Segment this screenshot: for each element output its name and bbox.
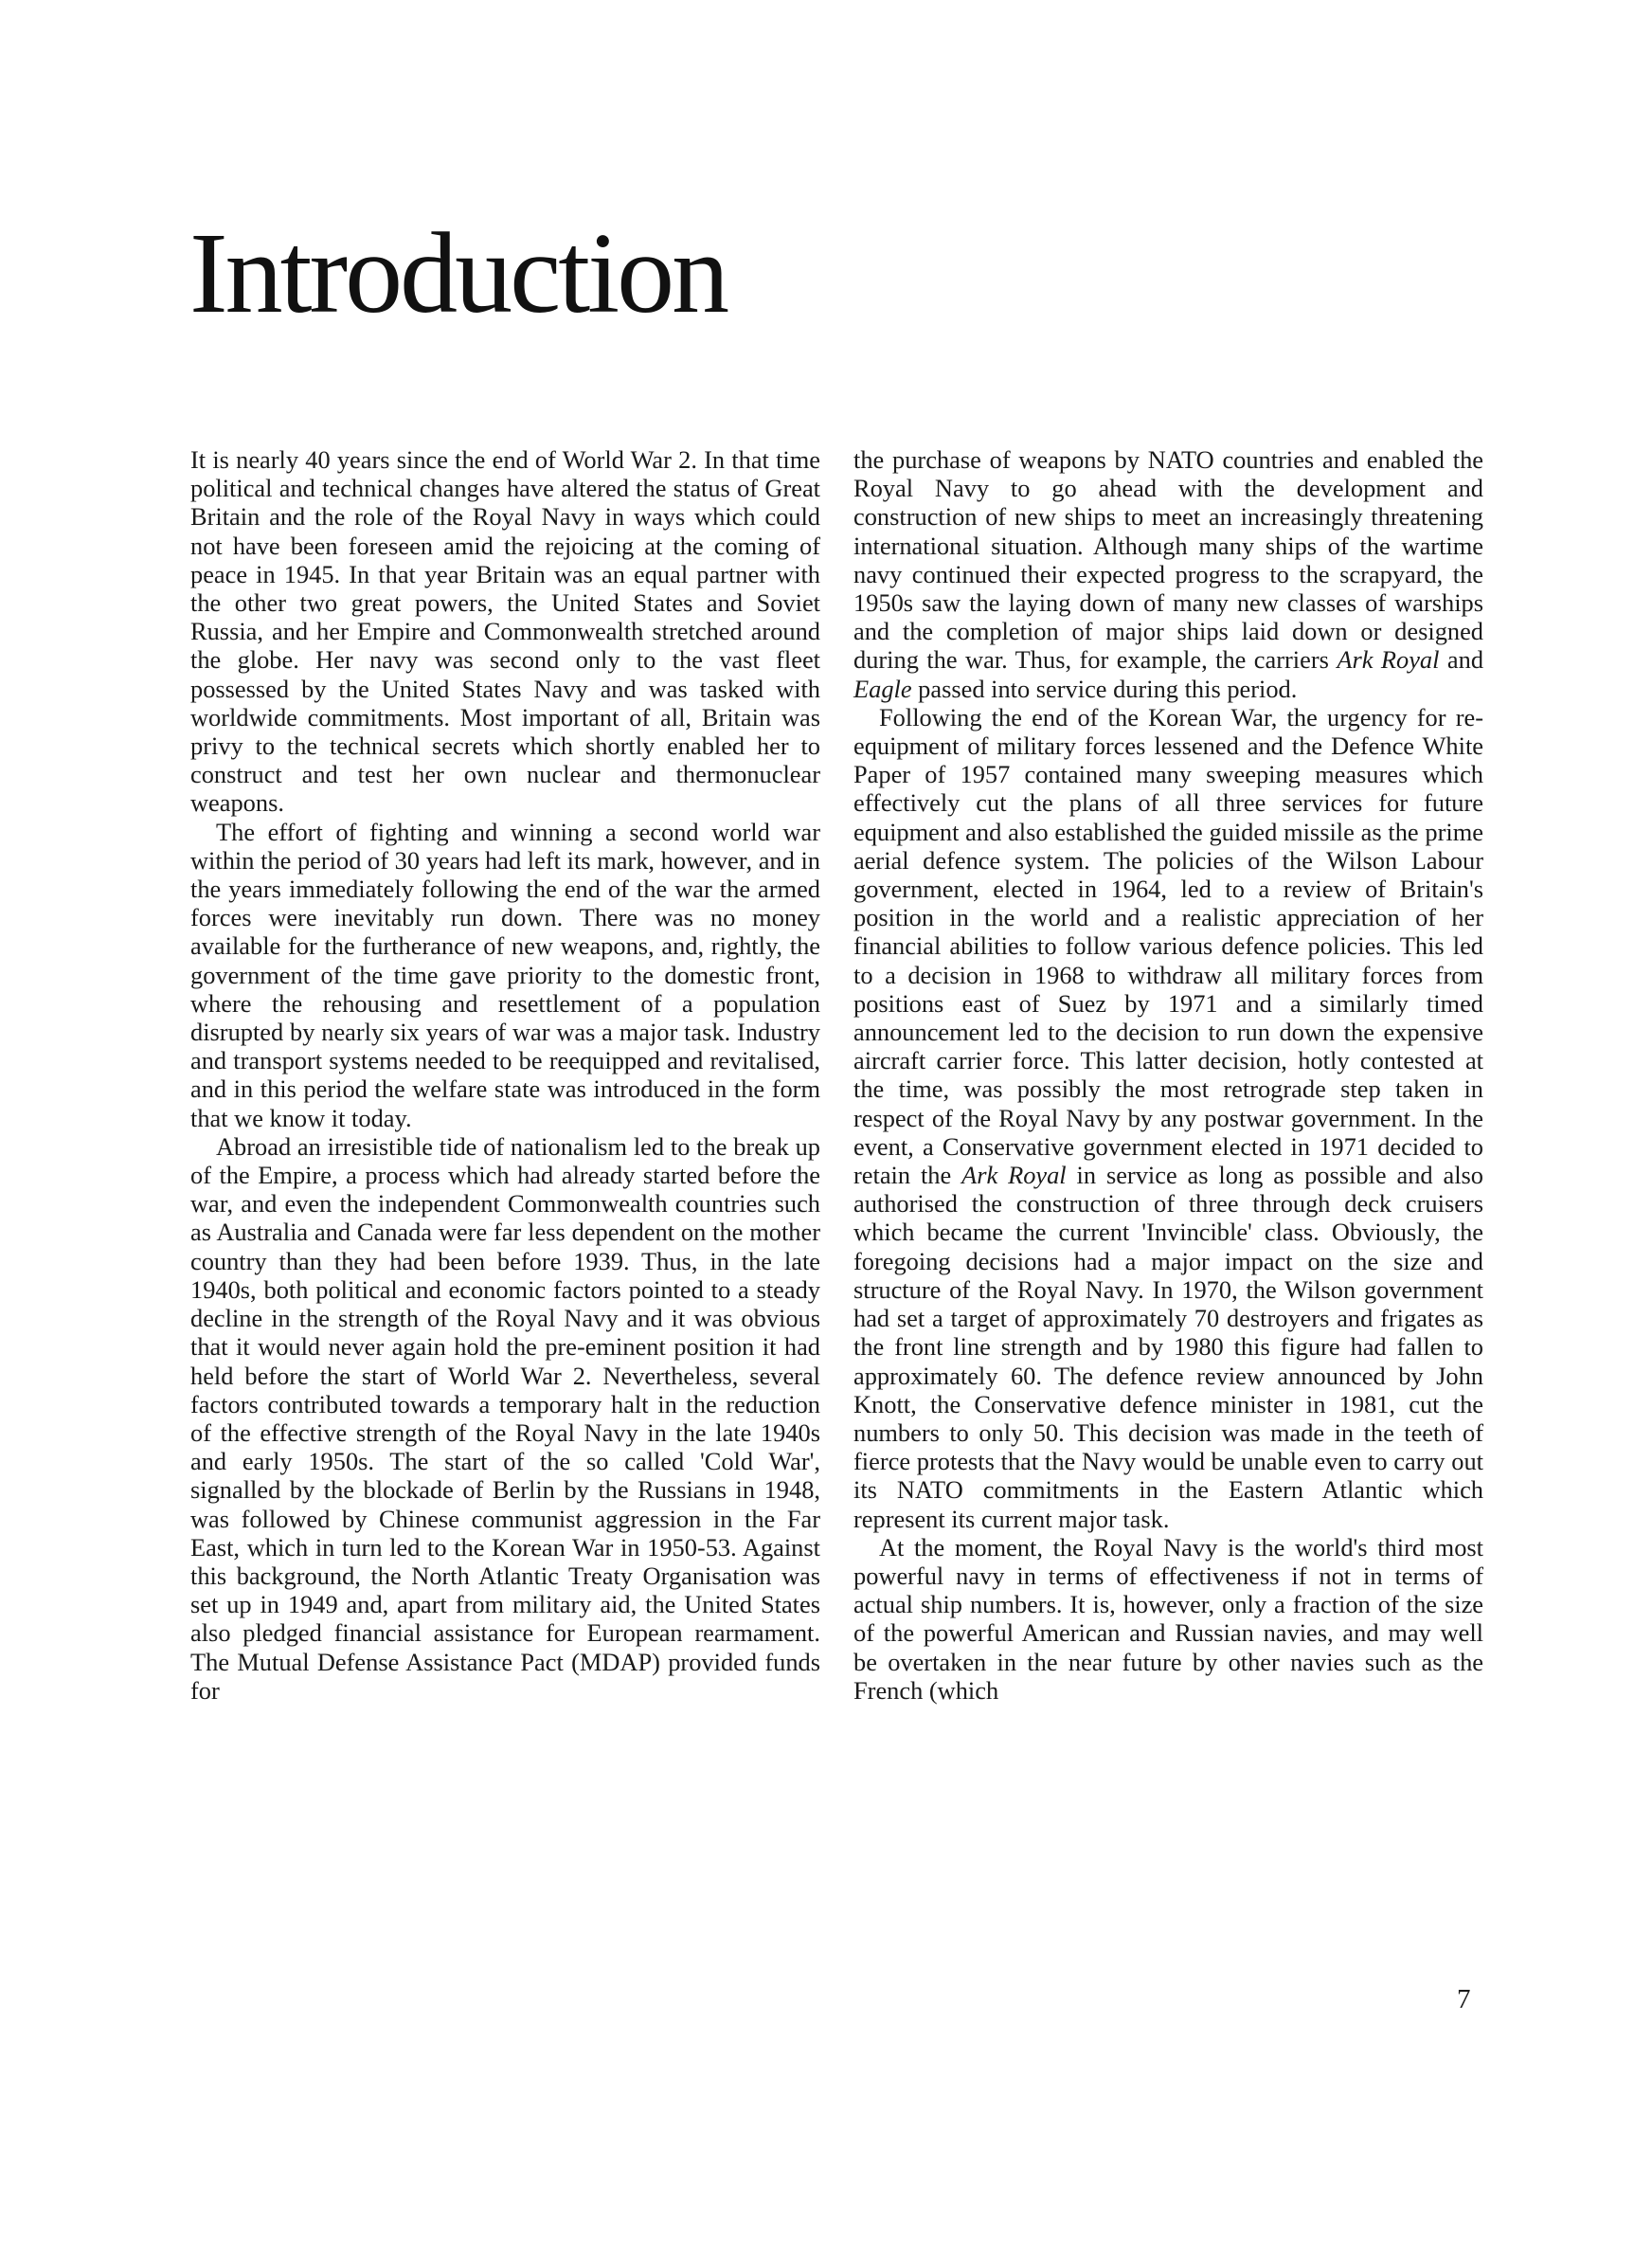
paragraph: Abroad an irresistible tide of nationalism led to the break up of the Empire, a process which had already started before the war, and even the independent Commonwealth countries such as Australia and Canada were far less dependent on the mother country than they had been before 1939. Thus, in the late 1940s, both political and economic factors pointed to a steady decline in the strength of the Royal Navy and it was obvious that it would never again hold the pre-eminent position it had held before the start of World War 2. Nevertheless, several factors contributed towards a temporary halt in the reduction of the effective strength of the Royal Navy in the late 1940s and early 1950s. The start of the so called 'Cold War', signalled by the blockade of Berlin by the Russians in 1948, was followed by Chinese communist aggression in the Far East, which in turn led to the Korean War in 1950-53. Against this background, the North Atlantic Treaty Organisation was set up in 1949 and, apart from military aid, the United States also pledged financial assistance for European rearmament. The Mutual Defense Assistance Pact (MDAP) provided funds for xyxy=(190,1131,820,1705)
right-column xyxy=(853,445,1483,1705)
text-run: the purchase of weapons by NATO countries and enabled the Royal Navy to go ahead with the development and construction of new ships to meet an increasingly threatening international situation. Although many ships of the wartime navy continued their expected progress to the scrapyard, the 1950s saw the laying down of many new classes of warships and the completion of major ships laid down or designed during the war. Thus, for example, the carriers xyxy=(853,445,1483,675)
paragraph xyxy=(853,703,1483,1533)
ship-name: Ark Royal xyxy=(1337,645,1440,675)
paragraph: It is nearly 40 years since the end of World War 2. In that time political and technical changes have altered the status of Great Britain and the role of the Royal Navy in ways which could not have been foreseen amid the rejoicing at the coming of peace in 1945. In that year Britain was an equal partner with the other two great powers, the United States and Soviet Russia, and her Empire and Commonwealth stretched around the globe. Her navy was second only to the vast fleet possessed by the United States Navy and was tasked with worldwide commitments. Most important of all, Britain was privy to the technical secrets which shortly enabled her to construct and test her own nuclear and thermonuclear weapons. xyxy=(190,445,820,818)
left-column xyxy=(190,445,820,1705)
paragraph: At the moment, the Royal Navy is the world's third most powerful navy in terms of effectiveness if not in terms of actual ship numbers. It is, however, only a fraction of the size of the powerful American and Russian navies, and may well be overtaken in the near future by other navies such as the French (which xyxy=(853,1532,1483,1705)
paragraph xyxy=(853,445,1483,703)
text-run: and xyxy=(1439,645,1484,675)
page-number: 7 xyxy=(1457,1984,1471,2014)
text-run: passed into service during this period. xyxy=(911,674,1298,703)
ship-name: Eagle xyxy=(853,674,912,703)
text-run: Following the end of the Korean War, the urgency for re-equipment of military forces lessened and the Defence White Paper of 1957 contained many sweeping measures which effectively cut the plans of all three services for future equipment and also established the guided missile as the prime aerial defence system. The policies of the Wilson Labour government, elected in 1964, led to a review of Britain's position in the world and a realistic appreciation of her financial abilities to follow various defence policies. This led to a decision in 1968 to withdraw all military forces from positions east of Suez by 1971 and a similarly timed announcement led to the decision to run down the expensive aircraft carrier force. This latter decision, hotly contested at the time, was possibly the most retrograde step taken in respect of the Royal Navy by any postwar government. In the event, a Conservative government elected in 1971 decided to retain the xyxy=(853,702,1483,1190)
text-run: in service as long as possible and also authorised the construction of three through deck cruisers which became the current 'Invincible' class. Obviously, the foregoing decisions had a major impact on the size and structure of the Royal Navy. In 1970, the Wilson government had set a target of approximately 70 destroyers and frigates as the front line strength and by 1980 this figure had fallen to approximately 60. The defence review announced by John Knott, the Conservative defence minister in 1981, cut the numbers to only 50. This decision was made in the teeth of fierce protests that the Navy would be unable even to carry out its NATO commitments in the Eastern Atlantic which represent its current major task. xyxy=(853,1161,1483,1533)
paragraph: The effort of fighting and winning a second world war within the period of 30 years had left its mark, however, and in the years immediately following the end of the war the armed forces were inevitably run down. There was no money available for the furtherance of new weapons, and, rightly, the government of the time gave priority to the domestic front, where the rehousing and resettlement of a population disrupted by nearly six years of war was a major task. Industry and transport systems needed to be reequipped and revitalised, and in this period the welfare state was introduced in the form that we know it today. xyxy=(190,817,820,1132)
ship-name: Ark Royal xyxy=(961,1161,1067,1190)
page-title: Introduction xyxy=(189,209,727,337)
